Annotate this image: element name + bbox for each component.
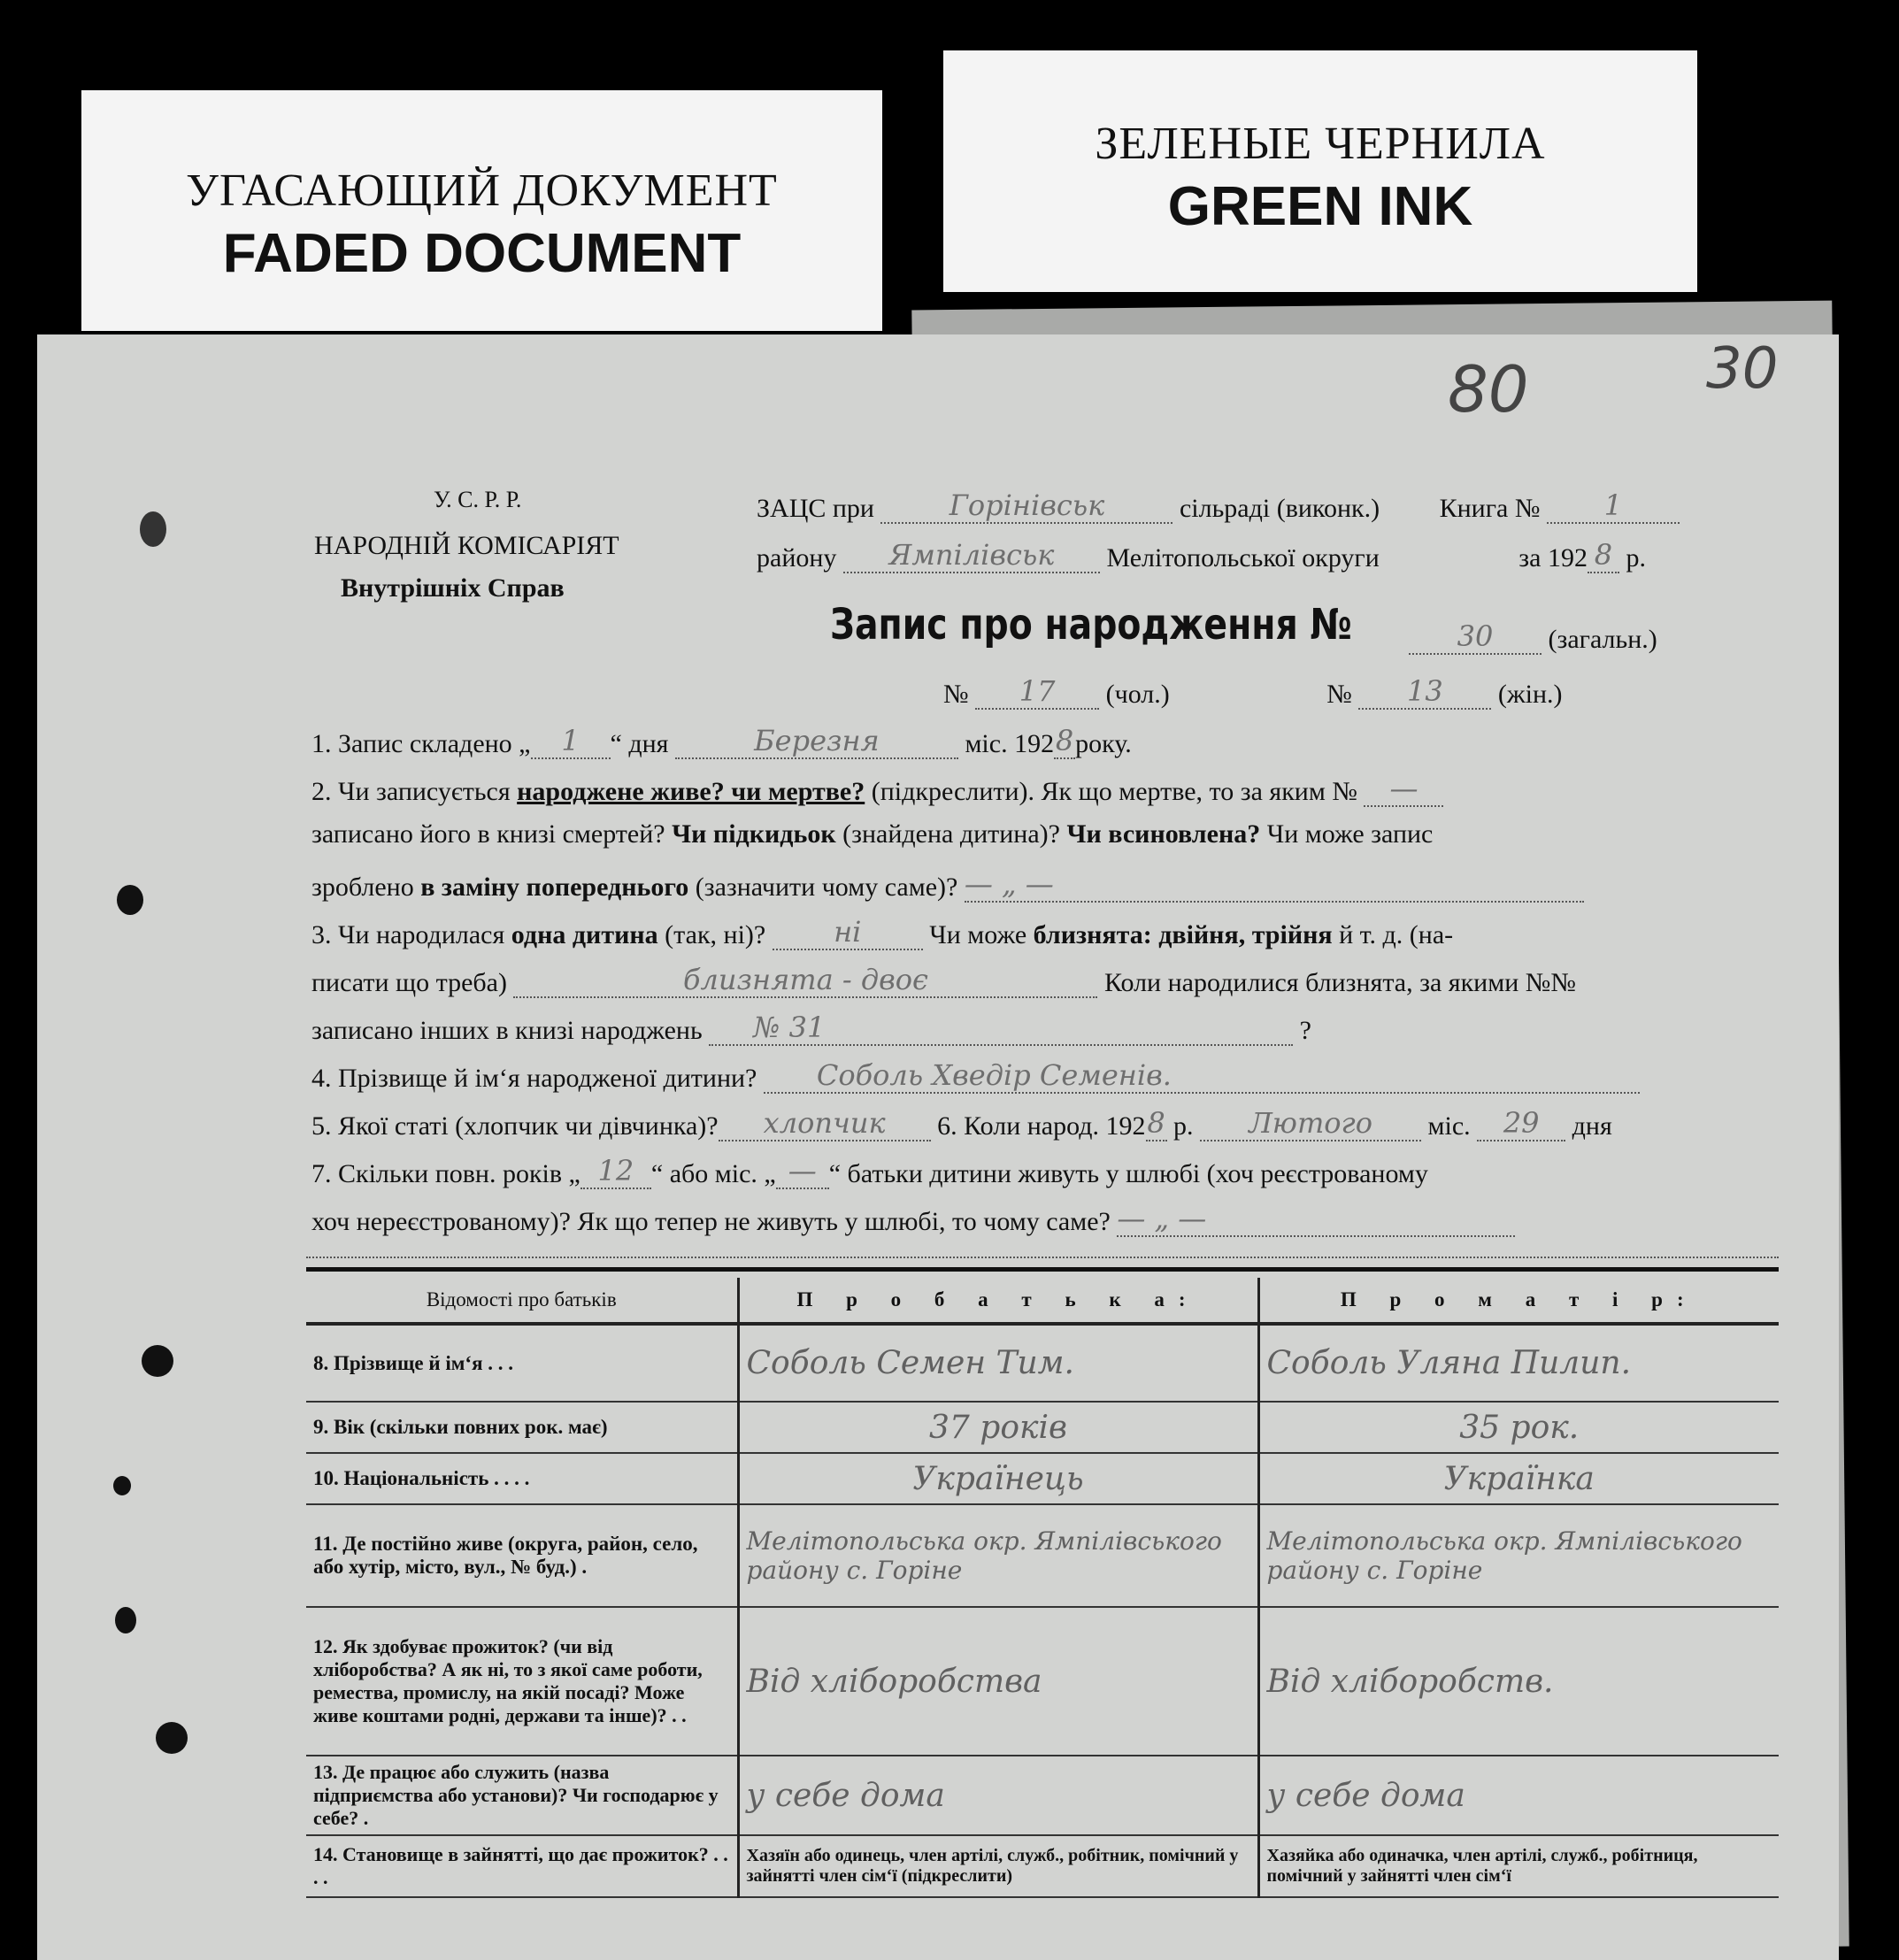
row-question: 10. Національність . . . . [313, 1467, 530, 1489]
q6-mis: міс. [1427, 1111, 1471, 1141]
q7-l1-a: 7. Скільки повн. років „ [311, 1159, 580, 1188]
q7-line1 [311, 1154, 1428, 1189]
punch-hole [140, 511, 166, 547]
q6-month-hand: Лютого [1249, 1106, 1372, 1140]
q2-l2-e: Чи може запис [1266, 819, 1434, 849]
row-question: 13. Де працює або служить (назва підприємства або установи)? Чи господарює у себе? . [313, 1761, 719, 1829]
q6-dnia: дня [1572, 1111, 1612, 1141]
q1-year-field [1054, 724, 1075, 759]
punch-hole [115, 1607, 136, 1633]
punch-hole [142, 1345, 173, 1377]
q6-day-hand: 29 [1503, 1106, 1540, 1140]
q3-l1-d: Чи може [929, 920, 1027, 949]
district-line [757, 538, 1646, 573]
q6-text: 6. Коли народ. 192 [937, 1111, 1146, 1141]
row-father-value: Мелітопольська окр. Ямпілівського району с. Горіне [738, 1504, 1258, 1607]
q4-line [311, 1058, 1640, 1094]
male-hand: 17 [1019, 674, 1056, 708]
ink-label-en: GREEN INK [1167, 176, 1473, 237]
q1-day-hand: 1 [561, 724, 580, 757]
q1-year-hand: 8 [1055, 724, 1074, 757]
q3-l1-c: (так, ні)? [665, 920, 766, 949]
row-father-value: Від хліборобства [738, 1607, 1258, 1756]
q2-l1-field [1364, 772, 1443, 807]
q2-l3-b: в заміну попереднього [420, 872, 689, 902]
q3-line2 [311, 963, 1576, 998]
row-question: 12. Як здобуває прожиток? (чи від хліборобства? А як ні, то з якої саме роботи, ремества, промислу, на якій посаді? Може живе коштами родні, держави та інше)? . . [313, 1635, 703, 1726]
record-number-hand: 30 [1457, 619, 1494, 653]
q1-text-b: “ дня [610, 729, 669, 758]
q2-l3-a: зроблено [311, 872, 414, 902]
q3-l1-b: одна дитина [511, 920, 658, 949]
q4-field [764, 1058, 1640, 1094]
q6-r: р. [1173, 1111, 1194, 1141]
zags-suffix: сільраді (виконк.) [1179, 494, 1380, 523]
q7-l1-b: “ або міс. „ [650, 1159, 776, 1188]
q2-l2-b: Чи підкидьок [672, 819, 836, 849]
q6-year-hand: 8 [1147, 1106, 1165, 1140]
q2-l3-field [965, 867, 1584, 903]
dotted-rule [306, 1255, 1779, 1258]
row-question: 9. Вік (скільки повних рок. має) [313, 1416, 608, 1438]
record-general-label: (загальн.) [1548, 625, 1657, 654]
row-mother-value: Мелітопольська окр. Ямпілівського району с. Горіне [1258, 1504, 1779, 1607]
q2-l2-c: (знайдена дитина)? [842, 819, 1060, 849]
faded-document-label [81, 90, 882, 331]
row-question: 11. Де постійно живе (округа, район, село, або хутір, місто, вул., № буд.) . [313, 1533, 698, 1578]
district-prefix: району [757, 543, 837, 573]
row-father-value: Українець [738, 1453, 1258, 1504]
male-field [975, 674, 1099, 710]
punch-hole [156, 1722, 188, 1754]
q2-l2-d: Чи всиновлена? [1066, 819, 1261, 849]
faded-label-en: FADED DOCUMENT [222, 223, 742, 284]
q7-years-field [580, 1154, 651, 1189]
parents-table [306, 1278, 1779, 1898]
year-suffix: р. [1626, 543, 1646, 573]
q3-l2-b: Коли народилися близнята, за якими №№ [1103, 968, 1576, 997]
q2-l1-a: 2. Чи записується [311, 777, 511, 806]
q3-l1-field [773, 915, 923, 950]
year-prefix: за 192 [1518, 543, 1588, 573]
row-question: 14. Становище в зайнятті, що дає прожиток? . . . . [313, 1843, 728, 1888]
q6-day-field [1477, 1106, 1565, 1141]
female-no-label: № [1326, 680, 1352, 709]
q3-l2-field [513, 963, 1097, 998]
district-field [843, 538, 1100, 573]
q2-l3-hand: — „ — [964, 867, 1054, 901]
q2-l1-b: народжене живе? чи мертве? [517, 777, 865, 806]
punch-hole [117, 885, 143, 915]
corner-number-left: 80 [1448, 352, 1529, 427]
q6-month-field [1200, 1106, 1421, 1141]
row-question: 8. Прізвище й ім‘я . . . [313, 1351, 514, 1374]
ussr-heading: У. С. Р. Р. [434, 487, 522, 512]
table-row [306, 1402, 1779, 1453]
q2-l1-c: (підкреслити). Як що мертве, то за яким № [871, 777, 1357, 806]
district-hand: Ямпілівськ [888, 538, 1055, 572]
year-field [1588, 538, 1619, 573]
row-mother-value: у себе дома [1258, 1756, 1779, 1835]
table-row [306, 1453, 1779, 1504]
q1-month-hand: Березня [754, 724, 880, 757]
row-mother-value: Від хліборобств. [1258, 1607, 1779, 1756]
parents-table-header [306, 1278, 1779, 1324]
year-hand: 8 [1594, 538, 1613, 572]
q2-l2-a: записано його в книзі смертей? [311, 819, 665, 849]
q1-text-a: 1. Запис складено „ [311, 729, 531, 758]
table-top-rule [306, 1267, 1779, 1272]
q1-month-field [675, 724, 958, 759]
book-label: Книга № [1439, 494, 1541, 523]
table-row [306, 1835, 1779, 1897]
row-father-value: Хазяїн або одинець, член артілі, служб., робітник, помічний у зайнятті член сім‘ї (підкреслити) [738, 1835, 1258, 1897]
row-mother-value: Соболь Уляна Пилип. [1258, 1324, 1779, 1402]
q2-line3 [311, 867, 1584, 903]
record-title-text: Запис про народження № [830, 600, 1352, 649]
q5-hand: хлопчик [763, 1106, 886, 1140]
q3-line1 [311, 915, 1453, 950]
q2-line2 [311, 819, 1433, 849]
commissariat-heading: НАРОДНІЙ КОМІСАРІЯТ [314, 531, 619, 560]
q1-text-d: року. [1075, 729, 1132, 758]
record-number-line [1409, 619, 1657, 655]
record-number-field [1409, 619, 1541, 655]
q4-hand: Соболь Хведір Семенів. [816, 1058, 1172, 1092]
green-ink-label [943, 50, 1697, 292]
row-mother-value: 35 рок. [1258, 1402, 1779, 1453]
q5-line [311, 1106, 1612, 1141]
table-row [306, 1324, 1779, 1402]
zags-field [880, 488, 1172, 524]
q7-months-field [776, 1154, 829, 1189]
row-father-value: 37 років [738, 1402, 1258, 1453]
table-row [306, 1756, 1779, 1835]
department-heading: Внутрішніх Справ [341, 573, 565, 603]
book-field [1547, 488, 1680, 524]
q6-year-field [1146, 1106, 1167, 1141]
corner-number-right: 30 [1706, 336, 1779, 402]
female-hand: 13 [1407, 674, 1443, 708]
zags-prefix: ЗАЦС при [757, 494, 874, 523]
q5-field [719, 1106, 931, 1141]
q2-l3-c: (зазначити чому саме)? [695, 872, 958, 902]
q3-l2-hand: близнята - двоє [683, 963, 928, 996]
row-father-value: у себе дома [738, 1756, 1258, 1835]
q7-l2-hand: — „ — [1117, 1202, 1207, 1235]
record-title [830, 600, 1352, 649]
q3-line3 [311, 1011, 1311, 1046]
zags-line [757, 488, 1680, 524]
q1-line [311, 724, 1132, 759]
table-row [306, 1607, 1779, 1756]
col-header-info: Відомості про батьків [426, 1288, 617, 1311]
q3-l1-f: й т. д. (на- [1339, 920, 1454, 949]
col-header-father: П р о б а т ь к а: [738, 1278, 1258, 1324]
female-label: (жін.) [1497, 680, 1563, 709]
male-no-label: № [943, 680, 969, 709]
table-row [306, 1504, 1779, 1607]
male-label: (чол.) [1105, 680, 1170, 709]
zags-hand: Горінівськ [949, 488, 1105, 522]
q5-text: 5. Якої статі (хлопчик чи дівчинка)? [311, 1111, 719, 1141]
q3-l3-field [709, 1011, 1293, 1046]
faded-label-ru: УГАСАЮЩИЙ ДОКУМЕНТ [186, 165, 778, 216]
q3-l2-a: писати що треба) [311, 968, 507, 997]
q3-l3-hand: № 31 [753, 1011, 826, 1044]
q1-text-c: міс. 192 [965, 729, 1055, 758]
district-suffix: Мелітопольської округи [1106, 543, 1380, 573]
q3-l3-a: записано інших в книзі народжень [311, 1016, 703, 1045]
q2-line1 [311, 772, 1443, 807]
q7-line2 [311, 1202, 1515, 1237]
q7-years-hand: 12 [597, 1154, 634, 1188]
q7-l2-text: хоч нереєстрованому)? Як що тепер не живуть у шлюбі, то чому саме? [311, 1207, 1111, 1236]
q7-l2-field [1117, 1202, 1515, 1237]
q2-l1-hand: — [1389, 772, 1418, 805]
q1-day-field [531, 724, 611, 759]
book-hand: 1 [1603, 488, 1623, 522]
ink-label-ru: ЗЕЛЕНЫЕ ЧЕРНИЛА [1095, 119, 1546, 169]
q3-l1-hand: ні [834, 915, 862, 949]
male-female-line [943, 674, 1563, 710]
female-field [1358, 674, 1491, 710]
q7-months-hand: — [788, 1154, 817, 1188]
q3-l1-a: 3. Чи народилася [311, 920, 505, 949]
q7-l1-c: “ батьки дитини живуть у шлюбі (хоч реєстрованому [828, 1159, 1428, 1188]
col-header-mother: П р о м а т і р: [1258, 1278, 1779, 1324]
q4-text: 4. Прізвище й ім‘я народженої дитини? [311, 1064, 757, 1093]
punch-hole [113, 1476, 131, 1495]
q3-l3-b: ? [1299, 1016, 1311, 1045]
row-mother-value: Українка [1258, 1453, 1779, 1504]
q3-l1-e: близнята: двійня, трійня [1033, 920, 1333, 949]
row-mother-value: Хазяйка або одиначка, член артілі, служб., робітниця, помічний у зайнятті член сім‘ї [1258, 1835, 1779, 1897]
row-father-value: Соболь Семен Тим. [738, 1324, 1258, 1402]
